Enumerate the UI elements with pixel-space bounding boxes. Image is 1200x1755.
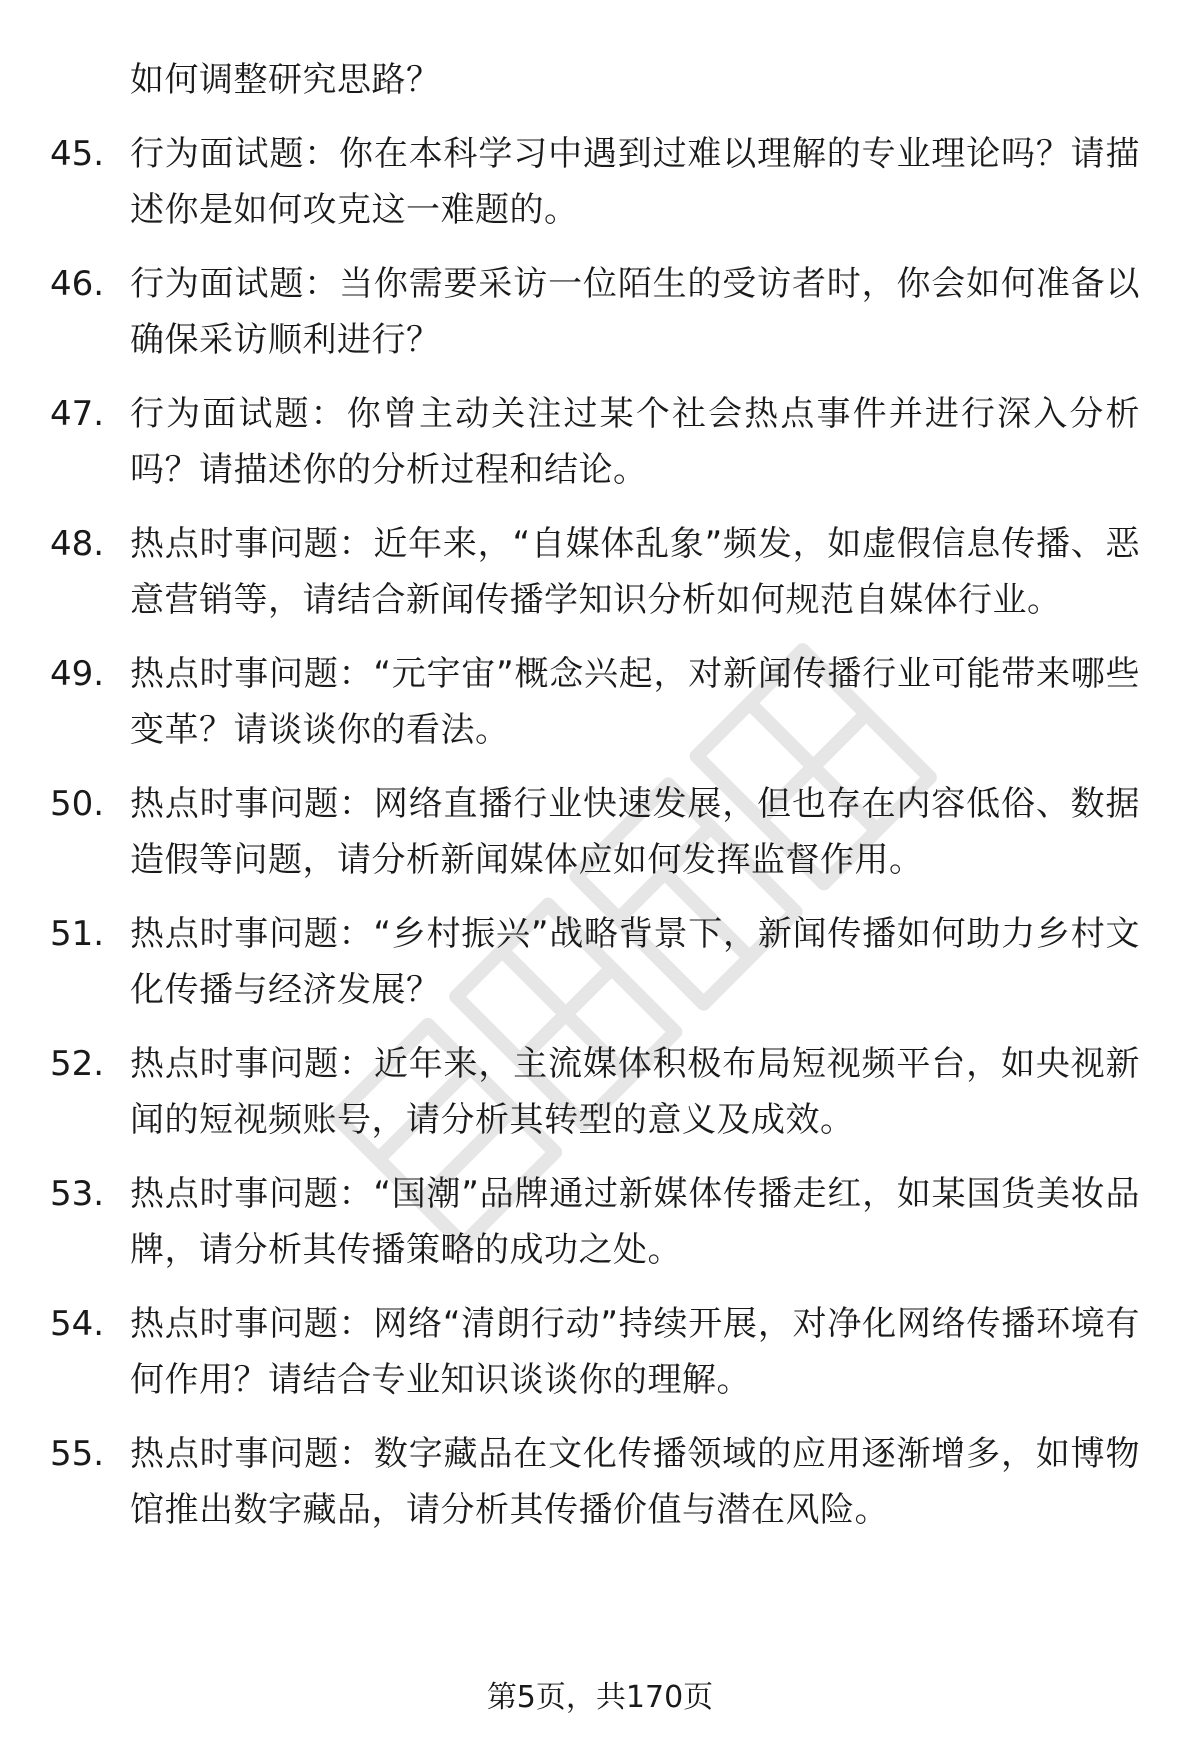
item-number: 48. <box>50 524 105 564</box>
item-number: 46. <box>50 264 105 304</box>
list-item <box>50 1036 1140 1148</box>
item-text: 热点时事问题：“乡村振兴”战略背景下，新闻传播如何助力乡村文化传播与经济发展？ <box>130 914 1140 1010</box>
item-number: 45. <box>50 134 105 174</box>
continuation-text: 如何调整研究思路？ <box>130 60 441 100</box>
item-number: 55. <box>50 1434 105 1474</box>
item-number: 52. <box>50 1044 105 1084</box>
item-number: 47. <box>50 394 105 434</box>
list-item <box>50 386 1140 498</box>
item-number: 49. <box>50 654 105 694</box>
list-item <box>50 516 1140 628</box>
item-text: 热点时事问题：近年来，主流媒体积极布局短视频平台，如央视新闻的短视频账号，请分析其转型的意义及成效。 <box>130 1044 1140 1140</box>
item-number: 54. <box>50 1304 105 1344</box>
item-number: 53. <box>50 1174 105 1214</box>
item-text: 热点时事问题：“国潮”品牌通过新媒体传播走红，如某国货美妆品牌，请分析其传播策略的成功之处。 <box>130 1174 1140 1270</box>
item-number: 51. <box>50 914 105 954</box>
list-item <box>50 776 1140 888</box>
list-item <box>50 126 1140 238</box>
list-item <box>50 256 1140 368</box>
item-text: 热点时事问题：网络直播行业快速发展，但也存在内容低俗、数据造假等问题，请分析新闻媒体应如何发挥监督作用。 <box>130 784 1140 880</box>
list-item <box>50 646 1140 758</box>
page-number-footer: 第5页，共170页 <box>486 1680 714 1715</box>
item-text: 行为面试题：你在本科学习中遇到过难以理解的专业理论吗？请描述你是如何攻克这一难题的。 <box>130 134 1140 230</box>
item-text: 热点时事问题：近年来，“自媒体乱象”频发，如虚假信息传播、恶意营销等，请结合新闻传播学知识分析如何规范自媒体行业。 <box>130 524 1140 620</box>
item-text: 热点时事问题：“元宇宙”概念兴起，对新闻传播行业可能带来哪些变革？请谈谈你的看法。 <box>130 654 1140 750</box>
item-text: 行为面试题：当你需要采访一位陌生的受访者时，你会如何准备以确保采访顺利进行？ <box>130 264 1140 360</box>
item-number: 50. <box>50 784 105 824</box>
list-item <box>50 906 1140 1018</box>
item-text: 热点时事问题：网络“清朗行动”持续开展，对净化网络传播环境有何作用？请结合专业知识谈谈你的理解。 <box>130 1304 1140 1400</box>
list-item <box>50 1166 1140 1278</box>
list-item <box>50 1426 1140 1538</box>
item-text: 行为面试题：你曾主动关注过某个社会热点事件并进行深入分析吗？请描述你的分析过程和结论。 <box>130 394 1140 490</box>
question-list <box>50 52 1140 1538</box>
list-item <box>50 1296 1140 1408</box>
item-text: 热点时事问题：数字藏品在文化传播领域的应用逐渐增多，如博物馆推出数字藏品，请分析其传播价值与潜在风险。 <box>130 1434 1140 1530</box>
